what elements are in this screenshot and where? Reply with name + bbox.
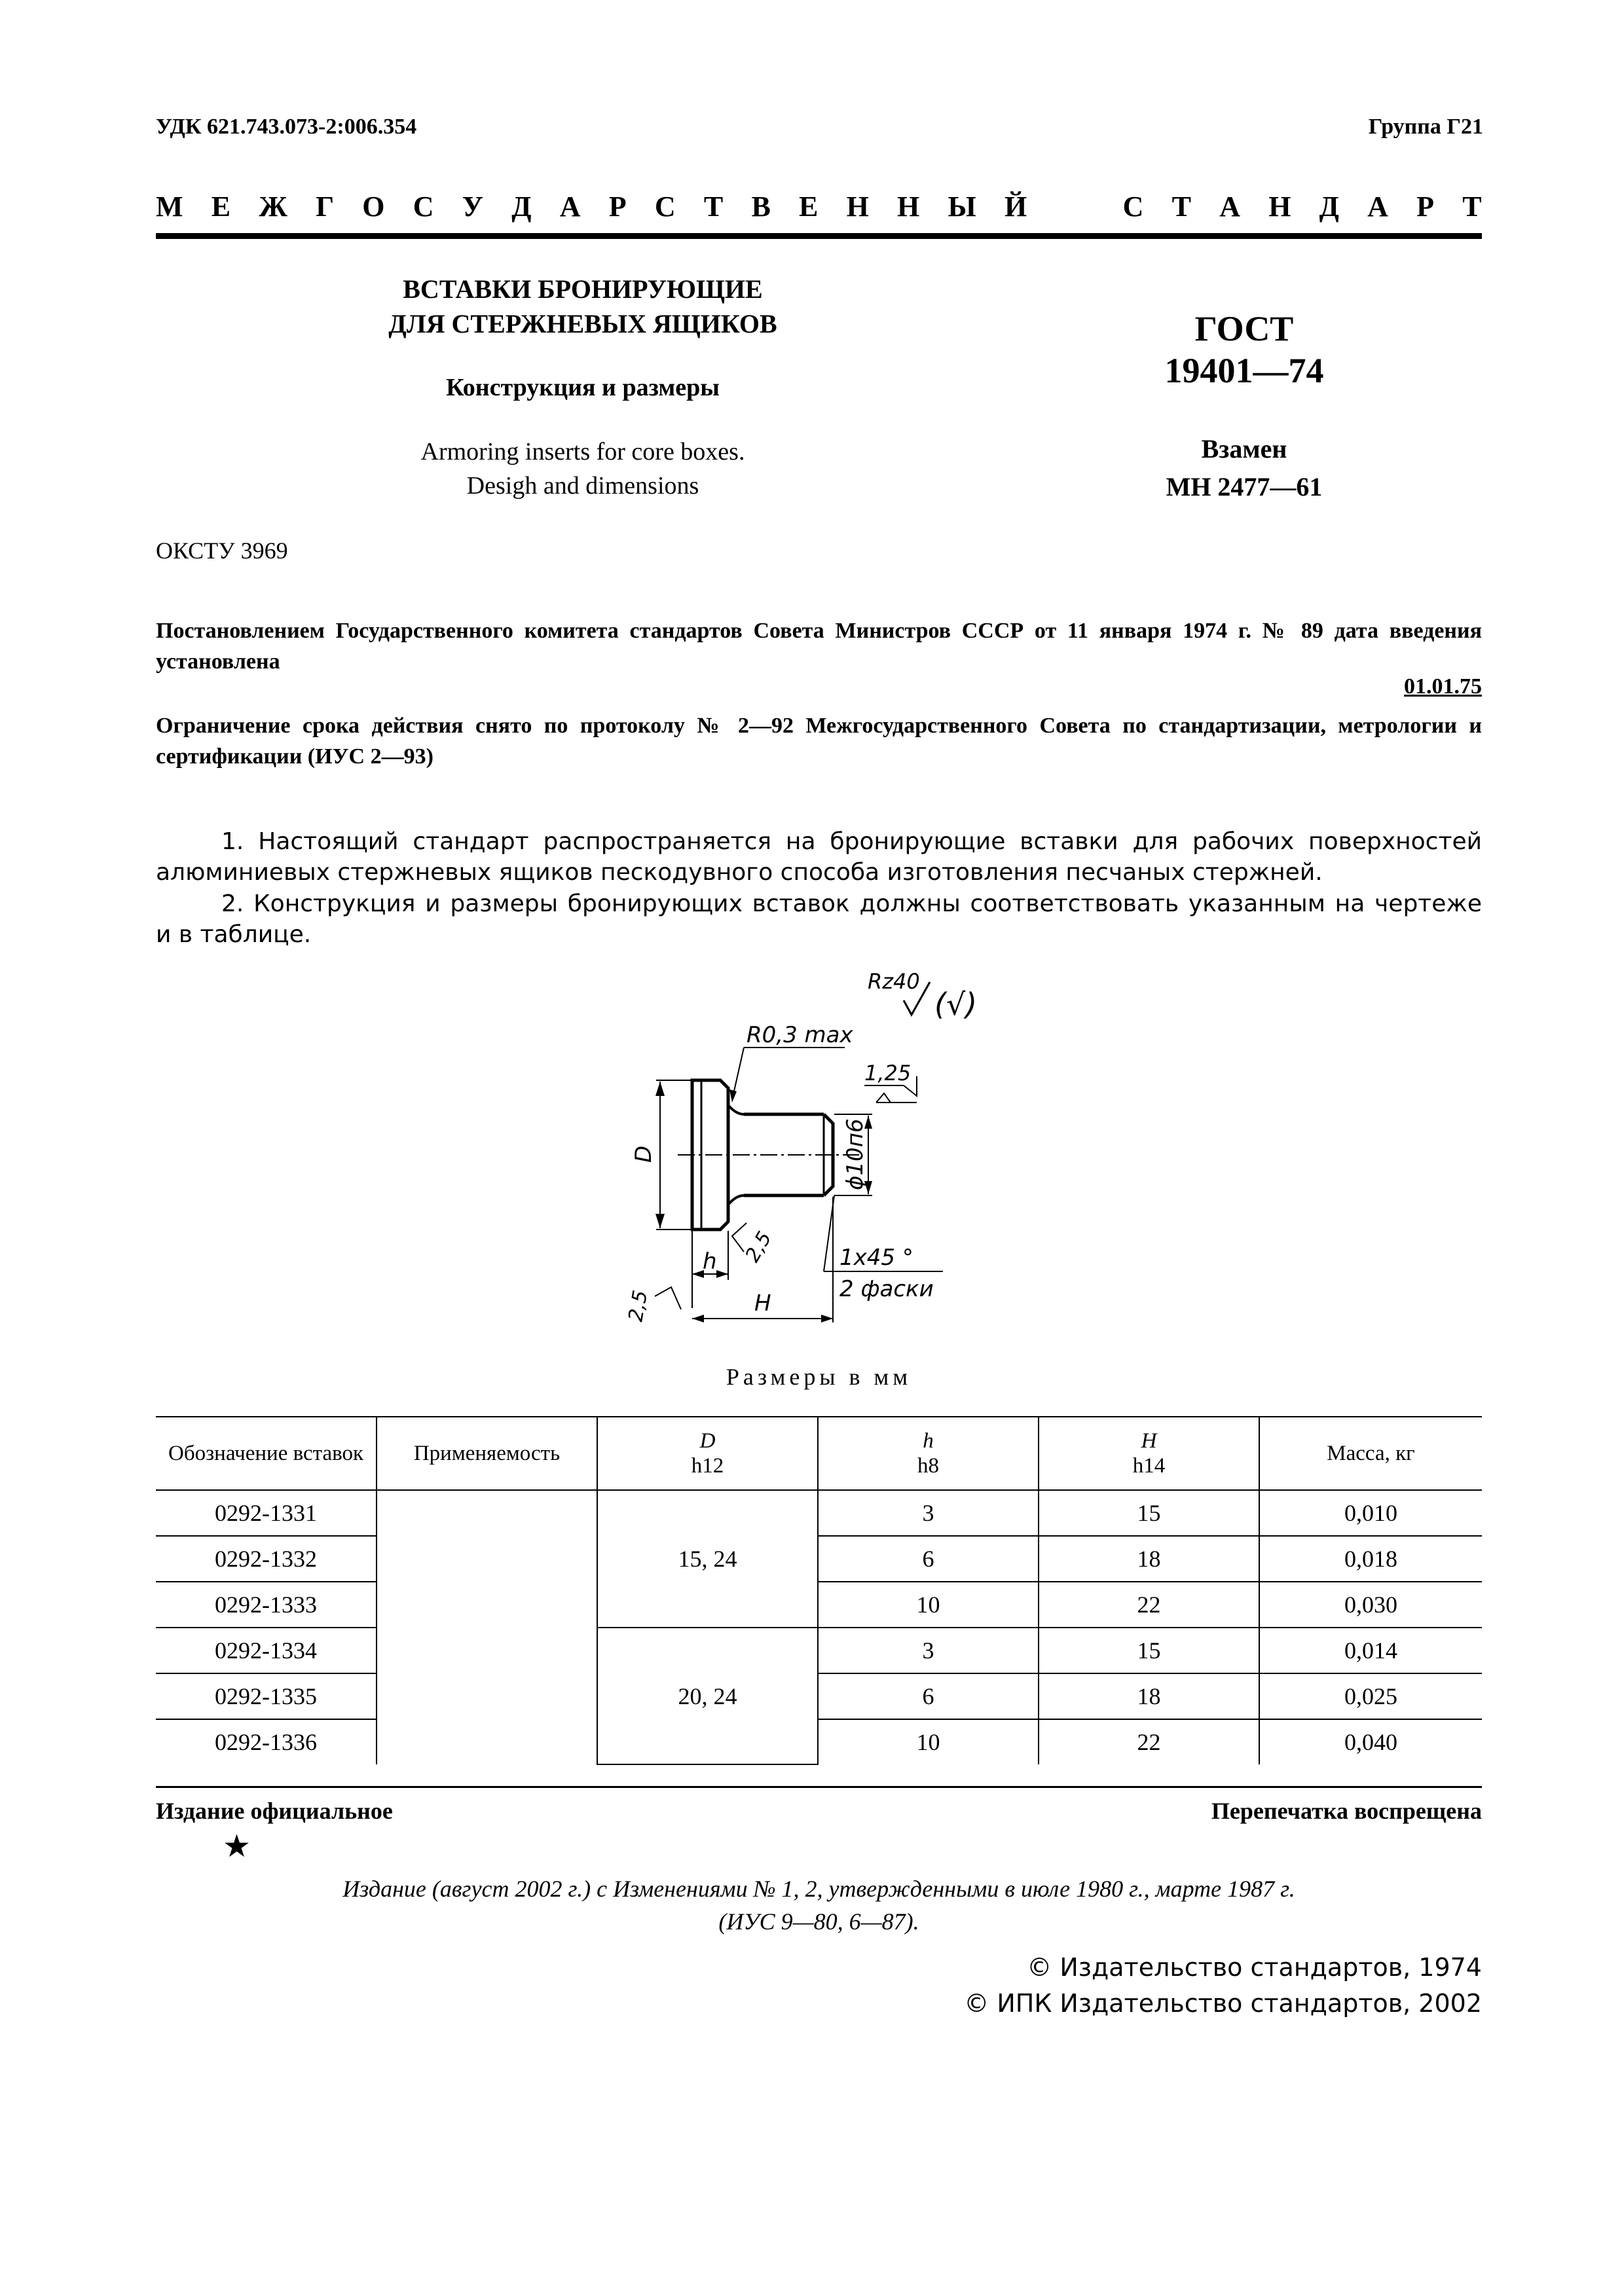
edition-history xyxy=(156,1872,1482,1938)
header-h: h h8 xyxy=(818,1417,1039,1490)
banner-letter: Ж xyxy=(259,191,287,223)
dim-h-label: h xyxy=(703,1248,717,1275)
insert-drawing xyxy=(616,969,1022,1349)
banner-letter: Н xyxy=(1268,191,1291,223)
banner-letter: В xyxy=(751,191,771,223)
cell-designation: 0292-1331 xyxy=(156,1490,377,1536)
star-icon: ★ xyxy=(223,1829,251,1864)
cell-applicability xyxy=(377,1628,597,1673)
decree-text: Постановлением Государственного комитета стандартов Совета Министров СССР от 11 января 1974 г. № 89 дата введения установлена xyxy=(156,619,1482,674)
edition-label: Издание официальное xyxy=(156,1798,393,1824)
gost-number: 19401—74 xyxy=(1164,351,1324,390)
cell-H: 15 xyxy=(1039,1490,1259,1536)
group-code: Группа Г21 xyxy=(1368,115,1483,139)
rough-25a-label: 2,5 xyxy=(624,1288,653,1324)
roughness-small: 1,25 xyxy=(864,1061,912,1085)
banner-letter: Й xyxy=(1004,191,1027,223)
table-header-row xyxy=(156,1417,1482,1490)
introduction-date: 01.01.75 xyxy=(1404,674,1482,699)
paragraph-1 xyxy=(156,826,1482,888)
english-title: Armoring inserts for core boxes. xyxy=(420,438,745,465)
cell-mass: 0,030 xyxy=(1259,1582,1482,1628)
cell-applicability xyxy=(377,1536,597,1582)
dim-H-label: H xyxy=(754,1290,771,1317)
english-title: Desigh and dimensions xyxy=(466,472,699,500)
document-title xyxy=(282,272,884,341)
cell-designation: 0292-1334 xyxy=(156,1628,377,1673)
cell-applicability xyxy=(377,1719,597,1764)
title-line: ДЛЯ СТЕРЖНЕВЫХ ЯЩИКОВ xyxy=(388,309,777,338)
cell-D: 15, 24 xyxy=(597,1490,818,1628)
history-line: (ИУС 9—80, 6—87). xyxy=(718,1908,919,1935)
banner-letter: Н xyxy=(897,191,920,223)
cell-applicability xyxy=(377,1490,597,1536)
roughness-main: Rz40 xyxy=(868,969,920,994)
table-row xyxy=(156,1628,1482,1673)
paragraph-2 xyxy=(156,888,1482,950)
cell-h: 3 xyxy=(818,1628,1039,1673)
gost-label: ГОСТ xyxy=(1194,309,1294,348)
banner-letter: Д xyxy=(1319,191,1339,223)
banner-rule xyxy=(156,233,1482,239)
title-line: ВСТАВКИ БРОНИРУЮЩИЕ xyxy=(403,274,763,304)
cell-h: 3 xyxy=(818,1490,1039,1536)
cell-mass: 0,025 xyxy=(1259,1673,1482,1719)
banner-letter: М xyxy=(156,191,183,223)
footer-rule xyxy=(156,1786,1482,1788)
table-row xyxy=(156,1536,1482,1582)
banner-letter: Т xyxy=(1462,191,1482,223)
header-designation: Обозначение вставок xyxy=(156,1417,377,1490)
banner-letter: О xyxy=(362,191,385,223)
standard-banner xyxy=(156,190,1482,223)
copyright-1974: © Издательство стандартов, 1974 xyxy=(1027,1953,1482,1982)
fillet-top xyxy=(728,1105,744,1114)
fillet-bottom xyxy=(728,1195,744,1205)
cell-mass: 0,018 xyxy=(1259,1536,1482,1582)
header-H: H h14 xyxy=(1039,1417,1259,1490)
dim-diam-label: ϕ10п6 xyxy=(842,1118,868,1190)
banner-letter: Н xyxy=(846,191,869,223)
document-subtitle: Конструкция и размеры xyxy=(446,374,720,401)
copyright-2002: © ИПК Издательство стандартов, 2002 xyxy=(964,1989,1482,2018)
cell-H: 22 xyxy=(1039,1582,1259,1628)
cell-mass: 0,040 xyxy=(1259,1719,1482,1764)
banner-letter: С xyxy=(1122,191,1144,223)
units-caption: Размеры в мм xyxy=(726,1364,912,1390)
banner-letter: Р xyxy=(608,191,627,223)
banner-letter: Д xyxy=(511,191,532,223)
roughness-face xyxy=(655,1287,681,1309)
reprint-notice: Перепечатка воспрещена xyxy=(1211,1798,1482,1824)
okstu-code: ОКСТУ 3969 xyxy=(156,538,288,564)
banner-letter: Р xyxy=(1416,191,1435,223)
cell-H: 22 xyxy=(1039,1719,1259,1764)
table-row xyxy=(156,1719,1482,1764)
roughness-note: (√) xyxy=(934,987,978,1022)
table-row xyxy=(156,1582,1482,1628)
radius-label: R0,3 max xyxy=(746,1022,853,1048)
cell-h: 10 xyxy=(818,1582,1039,1628)
cell-H: 15 xyxy=(1039,1628,1259,1673)
cell-h: 10 xyxy=(818,1719,1039,1764)
roughness-shank xyxy=(732,1223,746,1252)
replaces-number: МН 2477—61 xyxy=(1166,472,1323,501)
cell-designation: 0292-1336 xyxy=(156,1719,377,1764)
banner-letter: Т xyxy=(1171,191,1191,223)
banner-letter: Г xyxy=(316,191,335,223)
banner-letter: Т xyxy=(703,191,724,223)
header-applicability: Применяемость xyxy=(377,1417,597,1490)
cell-mass: 0,014 xyxy=(1259,1628,1482,1673)
rough-25b-label: 2,5 xyxy=(741,1228,777,1266)
paragraph-text: 1. Настоящий стандарт распространяется на бронирующие вставки для рабочих поверхностей алюминиевых стержневых ящиков пескодувного способа изготовления песчаных стержней. xyxy=(156,828,1482,886)
gost-designation xyxy=(1113,308,1375,392)
cell-designation: 0292-1332 xyxy=(156,1536,377,1582)
cell-H: 18 xyxy=(1039,1673,1259,1719)
banner-letter: А xyxy=(1367,191,1388,223)
replaces-label: Взамен xyxy=(1201,434,1287,464)
cell-applicability xyxy=(377,1673,597,1719)
cell-H: 18 xyxy=(1039,1536,1259,1582)
cell-applicability xyxy=(377,1582,597,1628)
dim-D-label: D xyxy=(631,1145,657,1163)
replaces-block xyxy=(1113,430,1375,506)
table-row xyxy=(156,1673,1482,1719)
udk-code: УДК 621.743.073-2:006.354 xyxy=(156,115,417,139)
paragraph-text: 2. Конструкция и размеры бронирующих вставок должны соответствовать указанным на чертеже и в таблице. xyxy=(156,890,1482,948)
cell-mass: 0,010 xyxy=(1259,1490,1482,1536)
cell-D: 20, 24 xyxy=(597,1628,818,1764)
cell-h: 6 xyxy=(818,1673,1039,1719)
limitation-text: Ограничение срока действия снято по протоколу № 2—92 Межгосударственного Совета по стандартизации, метрологии и сертификации (ИУС 2—93) xyxy=(156,714,1482,769)
cell-h: 6 xyxy=(818,1536,1039,1582)
banner-letter: Е xyxy=(799,191,819,223)
table-row xyxy=(156,1490,1482,1536)
banner-letter: А xyxy=(1219,191,1240,223)
banner-letter: У xyxy=(462,191,484,223)
history-line: Издание (август 2002 г.) с Изменениями № 1, 2, утвержденными в июле 1980 г., марте 1987 г. xyxy=(342,1876,1295,1902)
header-D: D h12 xyxy=(597,1417,818,1490)
banner-letter: С xyxy=(413,191,434,223)
banner-letter: Ы xyxy=(948,191,976,223)
header-mass: Масса, кг xyxy=(1259,1417,1482,1490)
cell-designation: 0292-1333 xyxy=(156,1582,377,1628)
banner-letter: С xyxy=(654,191,676,223)
chamfer-note: 2 фаски xyxy=(839,1276,934,1302)
chamfer-label: 1x45 ° xyxy=(839,1245,913,1271)
cell-designation: 0292-1335 xyxy=(156,1673,377,1719)
dimensions-table xyxy=(156,1416,1482,1765)
banner-letter: А xyxy=(559,191,581,223)
banner-letter: Е xyxy=(211,191,231,223)
